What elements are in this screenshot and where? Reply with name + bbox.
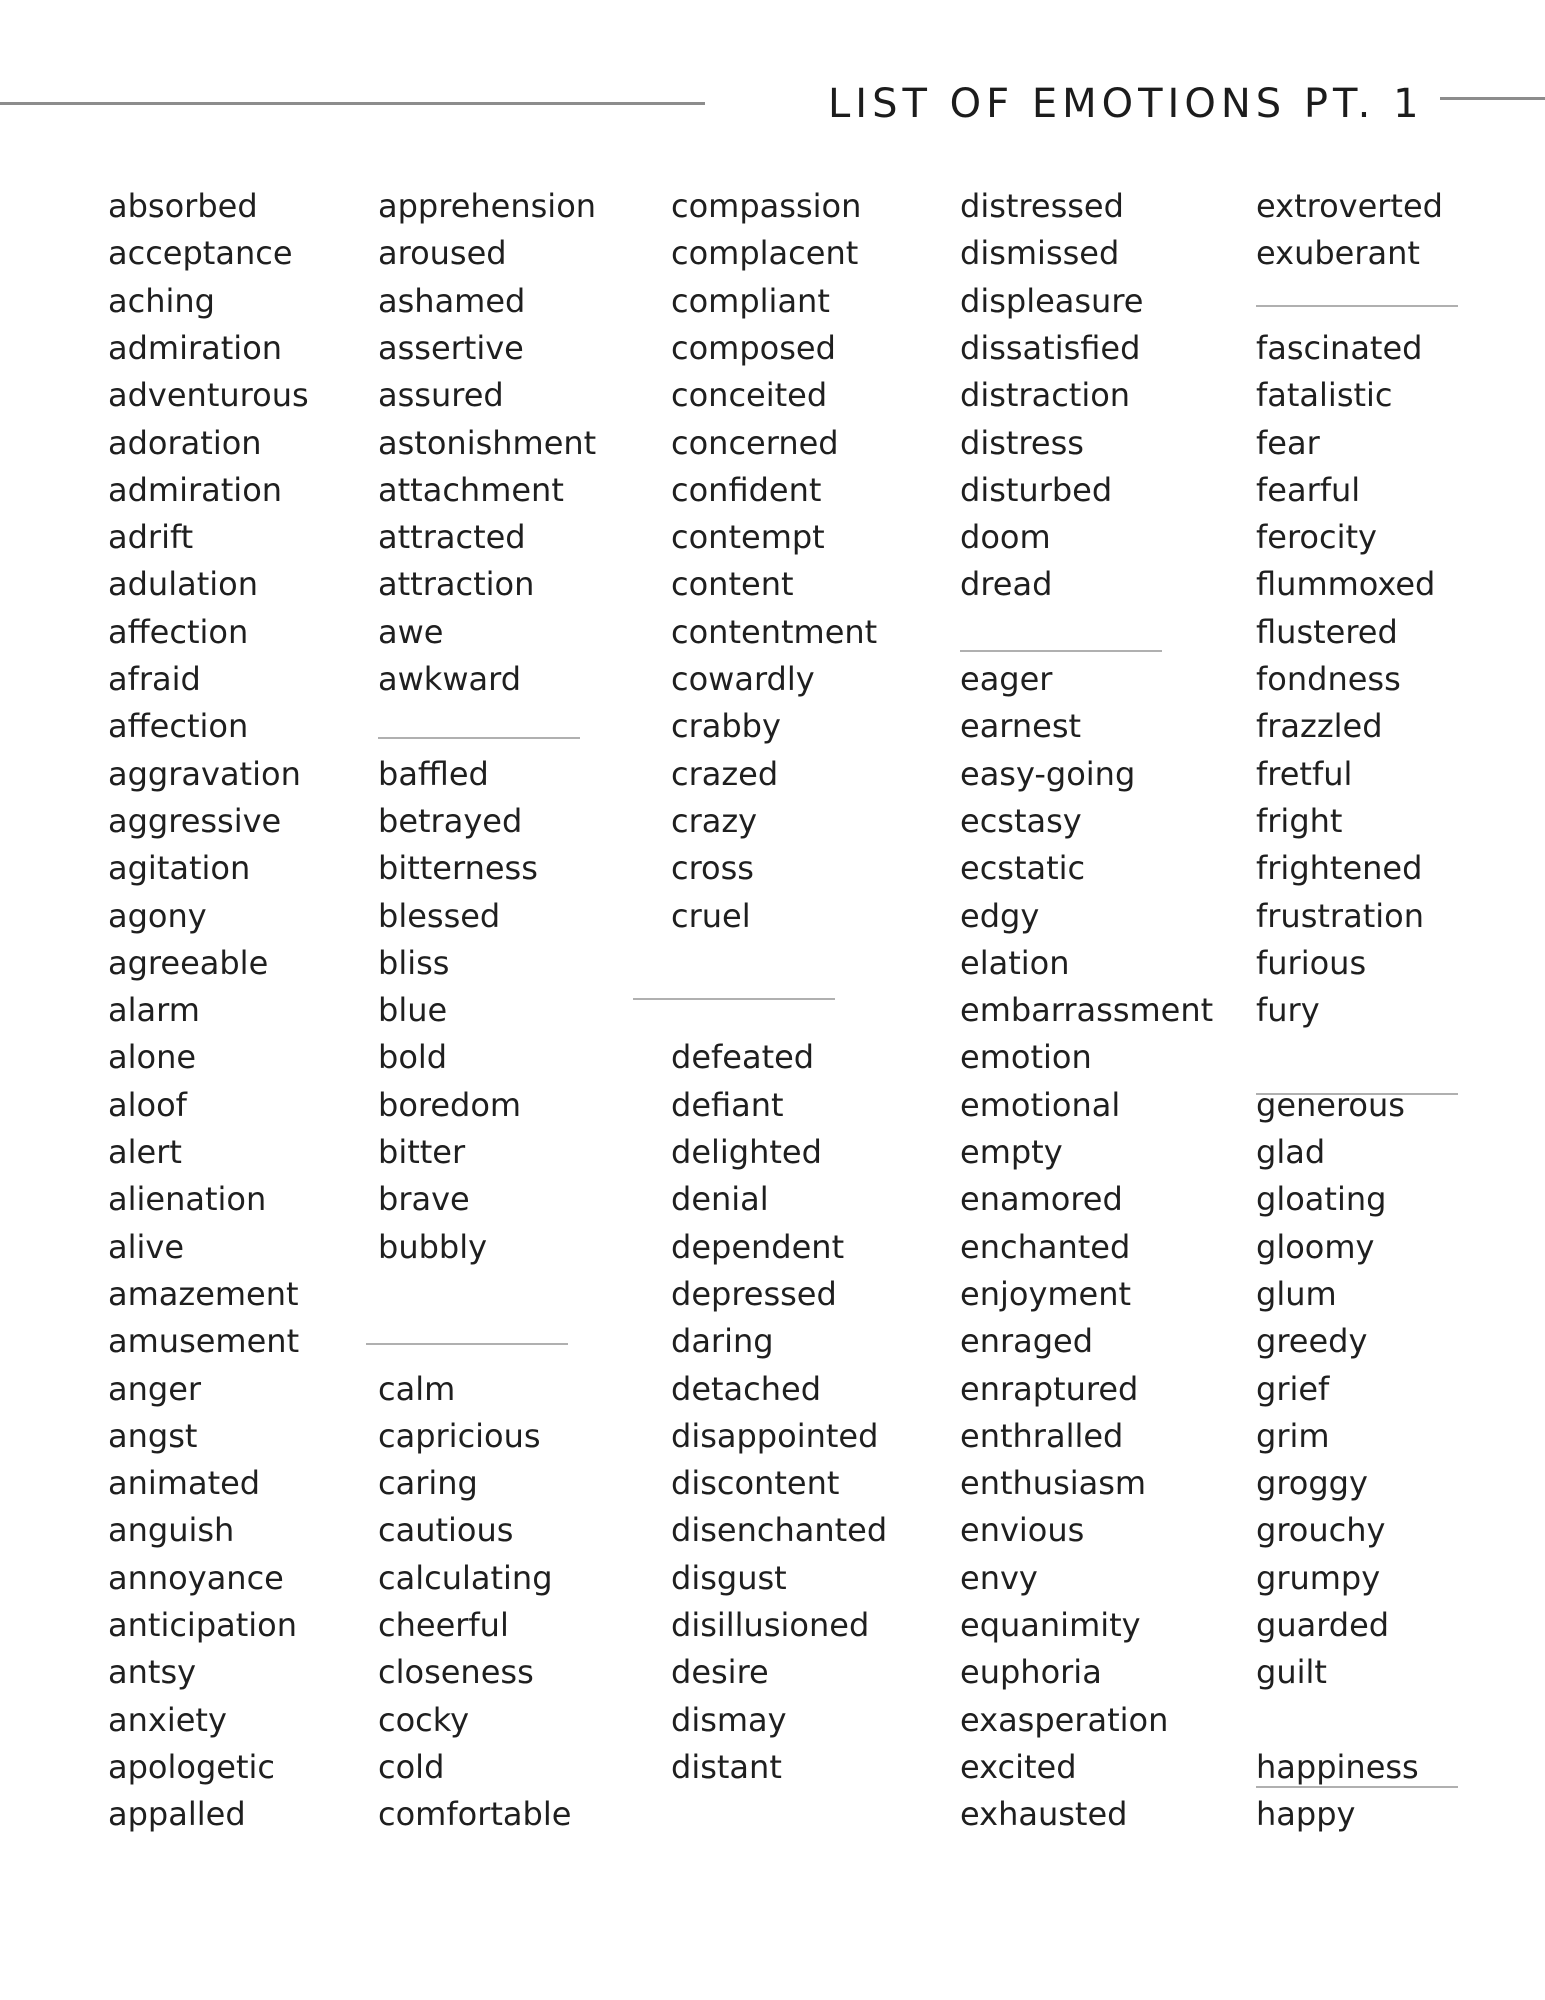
emotion-word: concerned (671, 423, 839, 462)
emotion-word: antsy (108, 1653, 197, 1692)
emotion-word: enraged (960, 1322, 1094, 1361)
emotion-word: cross (671, 849, 754, 888)
emotion-word: apprehension (378, 187, 597, 225)
emotion-word: fury (1256, 991, 1320, 1030)
emotion-word: flummoxed (1256, 565, 1436, 604)
emotion-word: cruel (671, 896, 751, 935)
emotion-word: alive (108, 1227, 185, 1266)
emotion-word: astonishment (378, 423, 597, 462)
emotion-word: guarded (1256, 1606, 1390, 1644)
emotion-word: crazy (671, 801, 758, 840)
emotion-word: angst (108, 1416, 198, 1455)
emotion-word: delighted (671, 1133, 822, 1171)
emotion-word: dissatisfied (960, 328, 1141, 367)
emotion-word: confident (671, 470, 822, 509)
emotion-word: anger (108, 1369, 202, 1408)
emotion-word: easy-going (960, 754, 1136, 793)
emotion-word: brave (378, 1180, 470, 1219)
emotion-word: equanimity (960, 1606, 1141, 1644)
emotion-word: ecstasy (960, 801, 1082, 840)
emotion-word: furious (1256, 943, 1367, 982)
emotion-word: alone (108, 1038, 197, 1077)
emotion-word: amazement (108, 1274, 299, 1313)
emotion-word: enraptured (960, 1369, 1139, 1408)
emotion-word: exuberant (1256, 234, 1420, 273)
emotion-word: aloof (108, 1085, 187, 1124)
emotion-word: desire (671, 1653, 769, 1692)
emotion-word: adventurous (108, 376, 309, 415)
emotion-word: fearful (1256, 470, 1361, 509)
emotion-word: cowardly (671, 660, 815, 698)
emotion-word: contempt (671, 518, 825, 557)
emotion-word: admiration (108, 470, 283, 509)
emotion-word: aggravation (108, 754, 301, 793)
emotion-word: apologetic (108, 1747, 275, 1786)
emotion-word: attraction (378, 565, 535, 604)
emotion-word: enchanted (960, 1227, 1131, 1266)
emotion-word: boredom (378, 1085, 522, 1124)
emotion-word: calm (378, 1369, 456, 1408)
emotion-word: disturbed (960, 470, 1113, 509)
emotion-word: betrayed (378, 801, 523, 840)
emotion-word: groggy (1256, 1464, 1368, 1503)
emotion-word: glad (1256, 1133, 1326, 1171)
emotion-word: envious (960, 1511, 1085, 1550)
emotion-word: flustered (1256, 612, 1398, 651)
emotion-word: bitterness (378, 849, 538, 888)
emotion-word: empty (960, 1133, 1063, 1171)
emotion-word: exhausted (960, 1795, 1128, 1834)
emotion-word: distant (671, 1747, 782, 1786)
emotion-word: fear (1256, 423, 1320, 462)
emotion-word: discontent (671, 1464, 840, 1503)
emotion-word: frazzled (1256, 707, 1383, 746)
header-rule-right (1440, 97, 1545, 100)
emotion-word: distressed (960, 187, 1124, 225)
emotion-word: admiration (108, 328, 283, 367)
emotion-word: assertive (378, 328, 524, 367)
emotion-word: fondness (1256, 660, 1401, 698)
emotion-word: ashamed (378, 281, 526, 320)
emotion-word: dismissed (960, 234, 1120, 273)
emotion-word: cocky (378, 1700, 470, 1739)
emotion-word: adulation (108, 565, 258, 604)
emotion-word: doom (960, 518, 1051, 557)
emotion-word: disappointed (671, 1416, 879, 1455)
emotion-word: disgust (671, 1558, 787, 1597)
emotion-word: adrift (108, 518, 194, 557)
emotion-word: awe (378, 612, 444, 651)
emotion-word: elation (960, 943, 1070, 982)
emotion-word: appalled (108, 1795, 246, 1834)
emotion-word: bold (378, 1038, 448, 1077)
emotion-word: edgy (960, 896, 1040, 935)
page-title: LIST OF EMOTIONS PT. 1 (828, 81, 1424, 127)
emotion-word: enthusiasm (960, 1464, 1147, 1503)
emotion-word: disillusioned (671, 1606, 870, 1644)
section-divider (1256, 305, 1458, 307)
emotion-word: fright (1256, 801, 1343, 840)
emotion-word: extroverted (1256, 187, 1443, 225)
emotion-word: awkward (378, 660, 521, 698)
emotion-word: composed (671, 328, 836, 367)
emotion-word: emotion (960, 1038, 1092, 1077)
emotion-word: embarrassment (960, 991, 1214, 1030)
emotion-word: bitter (378, 1133, 466, 1171)
section-divider (366, 1343, 568, 1345)
emotion-word: enthralled (960, 1416, 1124, 1455)
emotion-word: amusement (108, 1322, 300, 1361)
emotion-word: agreeable (108, 943, 269, 982)
emotion-word: generous (1256, 1085, 1405, 1124)
emotion-word: daring (671, 1322, 774, 1361)
emotion-word: enamored (960, 1180, 1123, 1219)
emotion-word: aroused (378, 234, 507, 273)
emotion-word: calculating (378, 1558, 553, 1597)
emotion-word: dread (960, 565, 1053, 604)
emotion-word: animated (108, 1464, 261, 1503)
emotion-word: glum (1256, 1274, 1337, 1313)
emotion-word: ferocity (1256, 518, 1377, 557)
emotion-word: euphoria (960, 1653, 1102, 1692)
emotion-word: grim (1256, 1416, 1330, 1455)
emotion-word: baffled (378, 754, 489, 793)
emotion-word: compliant (671, 281, 830, 320)
emotion-word: alert (108, 1133, 182, 1171)
section-divider (960, 650, 1162, 652)
emotion-word: blue (378, 991, 448, 1030)
emotion-word: frustration (1256, 896, 1424, 935)
emotion-word: blessed (378, 896, 501, 935)
emotion-word: disenchanted (671, 1511, 888, 1550)
emotion-word: compassion (671, 187, 862, 225)
emotion-word: happy (1256, 1795, 1356, 1834)
emotion-word: eager (960, 660, 1053, 698)
emotion-word: bliss (378, 943, 450, 982)
emotion-word: crabby (671, 707, 781, 746)
emotion-word: fretful (1256, 754, 1353, 793)
emotion-word: assured (378, 376, 504, 415)
emotion-word: anguish (108, 1511, 235, 1550)
emotion-word: happiness (1256, 1747, 1419, 1786)
emotion-word: grumpy (1256, 1558, 1381, 1597)
emotion-word: depressed (671, 1274, 837, 1313)
emotion-word: fatalistic (1256, 376, 1393, 415)
emotion-word: exasperation (960, 1700, 1169, 1739)
emotion-word: cold (378, 1747, 445, 1786)
emotion-word: defiant (671, 1085, 784, 1124)
emotion-word: anxiety (108, 1700, 227, 1739)
emotion-word: detached (671, 1369, 822, 1408)
emotion-word: displeasure (960, 281, 1144, 320)
emotion-word: guilt (1256, 1653, 1327, 1692)
emotion-word: enjoyment (960, 1274, 1132, 1313)
emotion-word: cheerful (378, 1606, 509, 1644)
emotion-word: agony (108, 896, 207, 935)
emotion-word: closeness (378, 1653, 534, 1692)
emotion-word: excited (960, 1747, 1077, 1786)
emotion-word: gloating (1256, 1180, 1387, 1219)
section-divider (633, 998, 835, 1000)
emotion-word: capricious (378, 1416, 541, 1455)
emotion-word: alarm (108, 991, 200, 1030)
emotion-word: denial (671, 1180, 769, 1219)
emotion-word: complacent (671, 234, 859, 273)
emotion-word: cautious (378, 1511, 514, 1550)
emotion-word: content (671, 565, 794, 604)
emotion-word: affection (108, 707, 249, 746)
emotion-word: attachment (378, 470, 564, 509)
emotion-word: dependent (671, 1227, 845, 1266)
emotion-word: grief (1256, 1369, 1330, 1408)
emotion-word: greedy (1256, 1322, 1368, 1361)
emotion-word: aching (108, 281, 215, 320)
emotion-word: earnest (960, 707, 1082, 746)
emotion-word: distress (960, 423, 1084, 462)
emotion-word: affection (108, 612, 249, 651)
emotion-word: gloomy (1256, 1227, 1375, 1266)
emotion-word: acceptance (108, 234, 293, 273)
emotion-word: afraid (108, 660, 201, 698)
section-divider (1256, 1786, 1458, 1788)
emotion-word: envy (960, 1558, 1038, 1597)
emotion-word: agitation (108, 849, 251, 888)
emotion-word: annoyance (108, 1558, 284, 1597)
emotion-word: anticipation (108, 1606, 298, 1644)
emotion-word: bubbly (378, 1227, 488, 1266)
emotion-word: grouchy (1256, 1511, 1386, 1550)
emotion-word: frightened (1256, 849, 1423, 888)
emotion-word: caring (378, 1464, 478, 1503)
emotion-word: aggressive (108, 801, 282, 840)
emotion-word: contentment (671, 612, 878, 651)
header-rule-left (0, 102, 705, 105)
emotion-word: defeated (671, 1038, 815, 1077)
emotion-word: ecstatic (960, 849, 1086, 888)
emotion-word: alienation (108, 1180, 267, 1219)
emotion-word: conceited (671, 376, 828, 415)
emotion-word: dismay (671, 1700, 787, 1739)
emotion-word: crazed (671, 754, 779, 793)
emotion-word: attracted (378, 518, 526, 557)
section-divider (1256, 1093, 1458, 1095)
emotion-word: emotional (960, 1085, 1121, 1124)
emotion-word: comfortable (378, 1795, 572, 1834)
emotion-word: distraction (960, 376, 1131, 415)
section-divider (378, 737, 580, 739)
emotion-word: absorbed (108, 187, 258, 225)
emotion-word: fascinated (1256, 328, 1423, 367)
emotion-word: adoration (108, 423, 262, 462)
